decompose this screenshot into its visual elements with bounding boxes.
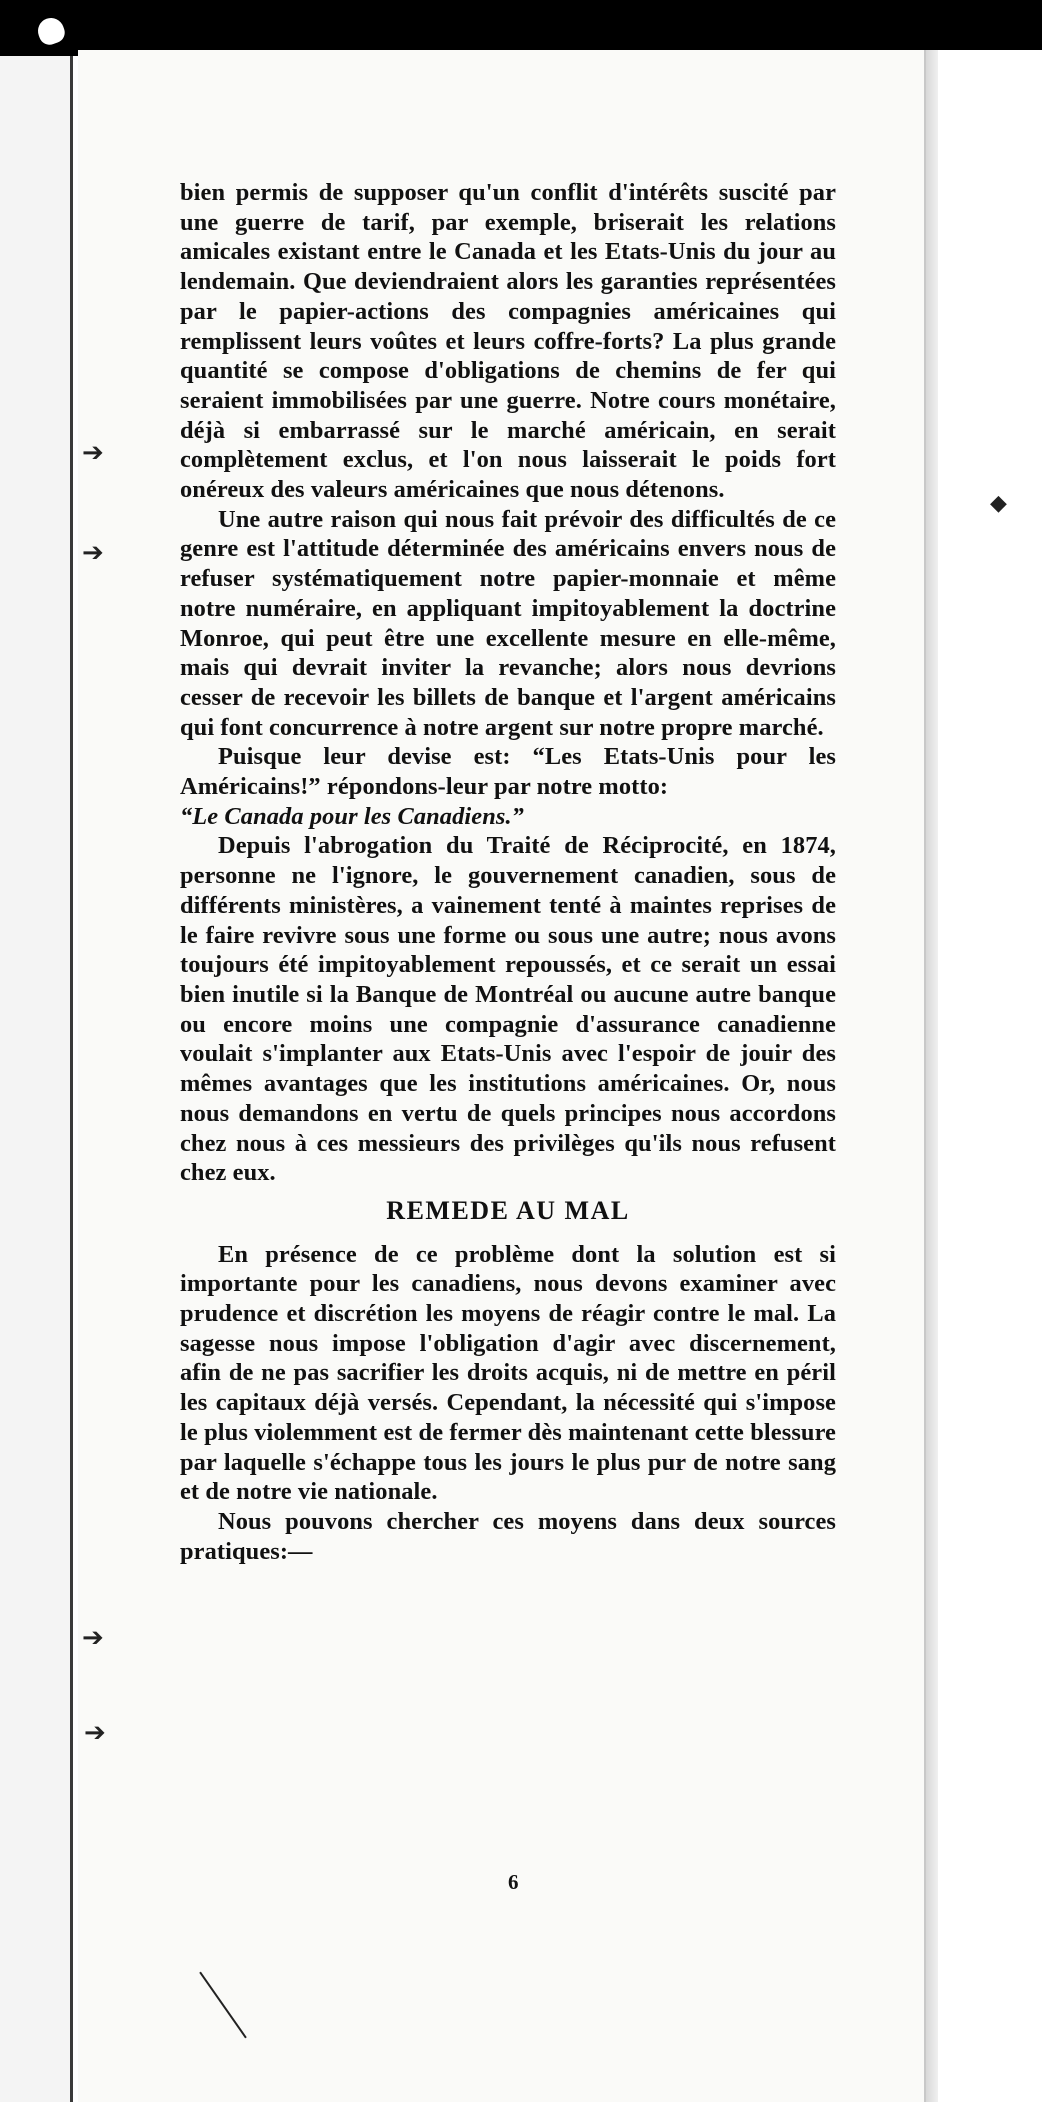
paragraph: Puisque leur devise est: “Les Etats-Unis pour les Américains!” répondons-leur par notre motto: xyxy=(180,743,836,801)
motto-line xyxy=(180,802,836,832)
margin-arrow-icon: ➔ xyxy=(82,538,104,567)
facing-page-edge xyxy=(0,56,73,2102)
margin-arrow-icon: ➔ xyxy=(82,1623,104,1652)
right-margin xyxy=(938,50,1042,2102)
body-text xyxy=(180,178,836,1566)
page-number: 6 xyxy=(508,1870,519,1894)
motto: “Le Canada pour les Canadiens.” xyxy=(180,802,524,830)
margin-arrow-icon: ➔ xyxy=(84,1718,106,1747)
page-edge xyxy=(926,50,938,2102)
paragraph: Nous pouvons chercher ces moyens dans deux sources pratiques:— xyxy=(180,1507,836,1565)
scan-top-border xyxy=(0,0,1042,56)
section-remede xyxy=(180,1240,836,1567)
margin-arrow-icon: ➔ xyxy=(82,438,104,467)
paragraph: En présence de ce problème dont la solution est si importante pour les canadiens, nous devons examiner avec prudence et discrétion les moyens de réagir contre le mal. La sagesse nous impose l'obligation d'agir avec discernement, afin de ne pas sacrifier les droits acquis, ni de mettre en péril les capitaux déjà versés. Cependant, la nécessité qui s'impose le plus violemment est de fermer dès maintenant cette blessure par laquelle s'échappe tous les jours le plus pur de notre sang et de notre vie nationale. xyxy=(180,1240,836,1506)
paragraph: bien permis de supposer qu'un conflit d'intérêts suscité par une guerre de tarif, par exemple, briserait les relations amicales existant entre le Canada et les Etats-Unis du jour au lendemain. Que deviendraient alors les garanties représentées par le papier-actions des compagnies américaines qui remplissent leurs voûtes et leurs coffre-forts? La plus grande quantité se compose d'obligations de chemins de fer qui seraient immobilisées par une guerre. Notre cours monétaire, déjà si embarrassé sur le marché américain, en serait complètement exclus, et l'on nous laisserait le poids fort onéreux des valeurs américaines que nous détenons. xyxy=(180,179,836,504)
margin-smudge-icon: ◆ xyxy=(990,490,1007,515)
section-heading: REMEDE AU MAL xyxy=(386,1195,630,1225)
scan-mark-icon xyxy=(34,14,67,47)
paragraph: Depuis l'abrogation du Traité de Réciprocité, en 1874, personne ne l'ignore, le gouvernement canadien, sous de différents ministères, a vainement tenté à maintes reprises de le faire revivre sous une forme ou sous une autre; nous avons toujours été impitoyablement repoussés, et ce serait un essai bien inutile si la Banque de Montréal ou aucune autre banque ou encore moins une compagnie d'assurance canadienne voulait s'implanter aux Etats-Unis avec l'espoir de jouir des mêmes avantages que les institutions américaines. Or, nous nous demandons en vertu de quels principes nous accordons chez nous à ces messieurs des privilèges qu'ils nous refusent chez eux. xyxy=(180,832,836,1187)
paragraph: Une autre raison qui nous fait prévoir des difficultés de ce genre est l'attitude déterminée des américains envers nous de refuser systématiquement notre papier-monnaie et même notre numéraire, en appliquant impitoyablement la doctrine Monroe, qui peut être une excellente mesure en elle-même, mais qui devrait inviter la revanche; alors nous devrions cesser de recevoir les billets de banque et l'argent américains qui font concurrence à notre argent sur notre propre marché. xyxy=(180,505,836,741)
